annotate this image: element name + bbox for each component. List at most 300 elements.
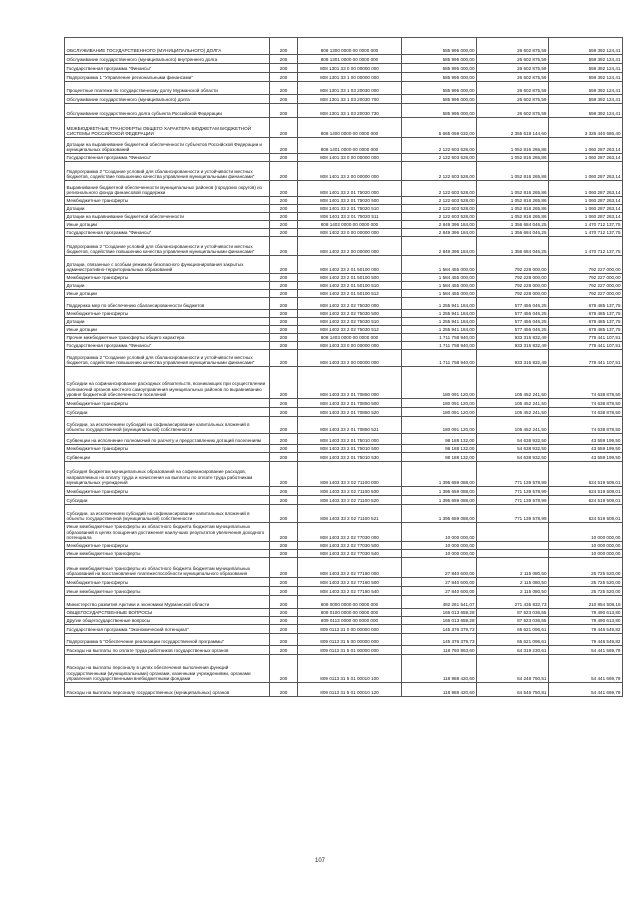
cell-name: ОБЩЕГОСУДАРСТВЕННЫЕ ВОПРОСЫ <box>65 609 270 617</box>
cell-kbk: 808 1403 0000 00 0000 000 <box>298 334 402 342</box>
cell-code: 200 <box>270 197 298 205</box>
cell-name: Иные межбюджетные трансферты из областного бюджета бюджетам муниципальных образований в целях поощрения достижения наилучших результатов увеличения доходного потенциала <box>65 523 270 542</box>
cell-v1: 1 584 455 000,00 <box>402 274 477 282</box>
cell-code: 200 <box>270 487 298 496</box>
cell-v2: 26 602 875,59 <box>477 55 549 64</box>
cell-v2: 54 638 932,50 <box>477 445 549 453</box>
cell-name: ОБСЛУЖИВАНИЕ ГОСУДАРСТВЕННОГО (МУНИЦИПАЛЬНОГО) ДОЛГА <box>65 38 270 55</box>
cell-v1: 145 376 379,73 <box>402 634 477 646</box>
table-row <box>65 55 623 64</box>
cell-v1: 2 122 603 528,00 <box>402 205 477 213</box>
cell-v3: 1 060 287 263,14 <box>549 205 623 213</box>
table-row <box>65 181 623 197</box>
cell-kbk: 808 1301 33 0 00 00000 000 <box>298 64 402 73</box>
table-row <box>65 655 623 683</box>
cell-kbk: 808 1402 33 2 02 75030 500 <box>298 310 402 318</box>
table-row <box>65 505 623 523</box>
cell-v1: 180 091 120,00 <box>402 367 477 399</box>
cell-code: 200 <box>270 298 298 310</box>
cell-code: 200 <box>270 596 298 609</box>
cell-code: 200 <box>270 38 298 55</box>
cell-v2: 105 452 241,50 <box>477 399 549 408</box>
cell-kbk: 808 1403 33 2 02 77180 000 <box>298 558 402 578</box>
cell-kbk: 808 1401 33 0 00 00000 000 <box>298 154 402 162</box>
cell-v3: 43 559 199,50 <box>549 445 623 453</box>
cell-v2: 1 356 684 046,25 <box>477 221 549 229</box>
cell-code: 200 <box>270 350 298 367</box>
cell-v3: 79 446 549,82 <box>549 625 623 634</box>
cell-v2: 1 052 816 265,86 <box>477 197 549 205</box>
cell-v1: 585 995 000,00 <box>402 104 477 118</box>
cell-name: Процентные платежи по государственному долгу Мурманской области <box>65 82 270 95</box>
cell-name: Иные дотации <box>65 290 270 298</box>
cell-v1: 10 000 000,00 <box>402 550 477 558</box>
table-row <box>65 282 623 290</box>
cell-code: 200 <box>270 399 298 408</box>
cell-v3: 792 227 000,00 <box>549 256 623 274</box>
cell-kbk: 808 1402 33 2 01 50100 510 <box>298 282 402 290</box>
cell-v2: 1 052 816 265,86 <box>477 205 549 213</box>
cell-v1: 1 395 659 088,00 <box>402 462 477 487</box>
cell-code: 200 <box>270 138 298 154</box>
cell-v3: 624 519 509,01 <box>549 487 623 496</box>
cell-kbk: 808 1403 33 2 02 71100 500 <box>298 487 402 496</box>
cell-v1: 585 995 000,00 <box>402 64 477 73</box>
cell-v3: 210 854 508,16 <box>549 596 623 609</box>
cell-v2 <box>477 550 549 558</box>
cell-v2: 792 228 000,00 <box>477 256 549 274</box>
cell-v3: 10 000 000,00 <box>549 523 623 542</box>
cell-v3: 25 725 520,00 <box>549 587 623 596</box>
cell-kbk: 808 1402 33 2 02 75030 510 <box>298 318 402 326</box>
cell-v3: 678 485 137,75 <box>549 298 623 310</box>
cell-kbk: 808 1301 33 1 00 00000 000 <box>298 73 402 82</box>
table-row <box>65 550 623 558</box>
cell-v2: 792 228 000,00 <box>477 290 549 298</box>
cell-kbk: 808 1401 33 2 01 75020 510 <box>298 205 402 213</box>
table-row <box>65 609 623 617</box>
cell-kbk: 808 1402 33 2 01 50100 500 <box>298 274 402 282</box>
cell-v1: 2 122 603 528,00 <box>402 213 477 221</box>
table-row <box>65 634 623 646</box>
table-row <box>65 237 623 256</box>
cell-v3: 778 441 107,51 <box>549 350 623 367</box>
cell-kbk: 808 1400 0000 00 0000 000 <box>298 118 402 138</box>
cell-v1: 118 988 420,60 <box>402 655 477 683</box>
cell-v1: 98 188 132,00 <box>402 453 477 462</box>
cell-v2: 2 355 618 144,60 <box>477 118 549 138</box>
cell-name: Субвенции <box>65 453 270 462</box>
cell-v3: 1 060 287 263,14 <box>549 181 623 197</box>
cell-v2: 64 319 230,61 <box>477 646 549 655</box>
cell-code: 200 <box>270 408 298 417</box>
cell-v2: 2 115 080,50 <box>477 587 549 596</box>
cell-kbk: 808 1401 0000 00 0000 000 <box>298 138 402 154</box>
cell-v1: 1 395 659 088,00 <box>402 487 477 496</box>
cell-v3: 678 485 137,75 <box>549 310 623 318</box>
table-row <box>65 342 623 350</box>
cell-name: Межбюджетные трансферты <box>65 310 270 318</box>
cell-v1: 1 584 455 000,00 <box>402 256 477 274</box>
cell-v3: 559 392 124,41 <box>549 38 623 55</box>
table-row <box>65 453 623 462</box>
cell-name: Государственная программа "Финансы" <box>65 154 270 162</box>
table-row <box>65 38 623 55</box>
cell-v2 <box>477 542 549 550</box>
cell-v2 <box>477 523 549 542</box>
cell-code: 200 <box>270 274 298 282</box>
cell-v3: 624 519 509,01 <box>549 505 623 523</box>
cell-code: 200 <box>270 683 298 697</box>
cell-v1: 166 013 659,28 <box>402 617 477 625</box>
table-row <box>65 399 623 408</box>
cell-kbk: 808 1403 33 2 01 70850 520 <box>298 408 402 417</box>
cell-name: Расходы на выплаты по оплате труда работников государственных органов <box>65 646 270 655</box>
table-row <box>65 256 623 274</box>
cell-v1: 2 849 396 184,00 <box>402 221 477 229</box>
cell-code: 200 <box>270 229 298 237</box>
cell-v2: 271 435 832,73 <box>477 596 549 609</box>
cell-kbk: 808 1301 0000 00 0000 000 <box>298 55 402 64</box>
cell-v3: 559 392 124,41 <box>549 104 623 118</box>
cell-v2: 1 052 816 265,86 <box>477 181 549 197</box>
cell-v2: 26 602 875,59 <box>477 38 549 55</box>
cell-code: 200 <box>270 434 298 445</box>
cell-code: 200 <box>270 617 298 625</box>
cell-code: 200 <box>270 558 298 578</box>
cell-code: 200 <box>270 237 298 256</box>
cell-name: Дотации на выравнивание бюджетной обеспеченности субъектов Российской Федерации и муниципальных образований <box>65 138 270 154</box>
cell-v2: 87 523 036,55 <box>477 617 549 625</box>
budget-report-sheet <box>64 37 622 697</box>
cell-name: Расходы на выплаты персоналу государственных (муниципальных) органов <box>65 683 270 697</box>
cell-v2: 54 638 932,50 <box>477 434 549 445</box>
cell-v1: 585 995 000,00 <box>402 38 477 55</box>
cell-kbk: 808 1403 33 2 01 70850 521 <box>298 417 402 434</box>
cell-name: Субсидия бюджетам муниципальных образований на софинансирование расходов, направляемых на оплату труда и начисления на выплаты по оплате труда работникам муниципальных учреждений <box>65 462 270 487</box>
cell-code: 200 <box>270 587 298 596</box>
cell-code: 200 <box>270 417 298 434</box>
table-row <box>65 523 623 542</box>
cell-v3: 74 638 878,50 <box>549 399 623 408</box>
cell-v1: 118 988 420,60 <box>402 683 477 697</box>
cell-code: 200 <box>270 213 298 221</box>
table-row <box>65 213 623 221</box>
cell-kbk: 808 1402 33 2 00 00000 000 <box>298 237 402 256</box>
cell-kbk: 808 1301 33 1 03 20030 730 <box>298 104 402 118</box>
cell-name: Подпрограмма 2 "Создание условий для сбалансированности и устойчивости местных бюджетов, содействие повышению качества управления муниципальными финансами" <box>65 162 270 181</box>
cell-v2: 1 052 816 265,86 <box>477 138 549 154</box>
cell-v2: 2 115 080,50 <box>477 578 549 587</box>
table-row <box>65 197 623 205</box>
table-row <box>65 326 623 334</box>
table-row <box>65 82 623 95</box>
table-row <box>65 487 623 496</box>
table-row <box>65 310 623 318</box>
cell-v2: 577 456 046,25 <box>477 298 549 310</box>
cell-kbk: 808 1402 33 0 00 00000 000 <box>298 229 402 237</box>
cell-code: 200 <box>270 221 298 229</box>
cell-name: Обслуживание государственного (муниципального) долга <box>65 95 270 104</box>
cell-v1: 1 255 941 184,00 <box>402 298 477 310</box>
cell-name: Субсидии, за исключением субсидий на софинансирование капитальных вложений в объекты государственной (муниципальной) собственности <box>65 505 270 523</box>
cell-kbk: 808 1403 33 2 02 77030 500 <box>298 542 402 550</box>
cell-v1: 98 188 132,00 <box>402 434 477 445</box>
cell-v2: 771 139 578,99 <box>477 487 549 496</box>
cell-code: 200 <box>270 367 298 399</box>
cell-v3: 1 470 712 137,75 <box>549 229 623 237</box>
cell-v2: 1 356 684 046,25 <box>477 237 549 256</box>
cell-v2: 105 452 241,50 <box>477 367 549 399</box>
cell-v3: 559 392 124,41 <box>549 73 623 82</box>
cell-kbk: 808 1403 33 2 01 70850 000 <box>298 367 402 399</box>
cell-kbk: 808 1301 33 1 03 20030 700 <box>298 95 402 104</box>
cell-v3: 25 725 520,00 <box>549 578 623 587</box>
cell-kbk: 808 1403 33 2 02 77030 540 <box>298 550 402 558</box>
cell-name: Межбюджетные трансферты <box>65 274 270 282</box>
table-row <box>65 73 623 82</box>
cell-code: 200 <box>270 505 298 523</box>
table-row <box>65 445 623 453</box>
cell-v1: 166 013 659,28 <box>402 609 477 617</box>
cell-v1: 27 840 600,00 <box>402 578 477 587</box>
table-row <box>65 104 623 118</box>
table-row <box>65 496 623 505</box>
cell-v1: 2 122 603 528,00 <box>402 162 477 181</box>
cell-name: Субсидии <box>65 408 270 417</box>
cell-v2: 1 052 816 265,86 <box>477 213 549 221</box>
cell-name: Иные межбюджетные трансферты из областного бюджета бюджетам муниципальных образований на восстановление платежеспособности муниципального образования <box>65 558 270 578</box>
cell-kbk: 808 1402 0000 00 0000 000 <box>298 221 402 229</box>
cell-code: 200 <box>270 82 298 95</box>
cell-v2: 64 546 750,81 <box>477 683 549 697</box>
cell-name: Межбюджетные трансферты <box>65 542 270 550</box>
cell-name: Дотации <box>65 282 270 290</box>
cell-kbk: 809 0113 0000 00 0000 000 <box>298 617 402 625</box>
cell-name: Иные дотации <box>65 326 270 334</box>
table-row <box>65 587 623 596</box>
budget-table-body <box>65 38 623 697</box>
cell-v2: 792 228 000,00 <box>477 274 549 282</box>
cell-kbk: 808 1401 33 2 01 75020 000 <box>298 181 402 197</box>
cell-name: Государственная программа "Финансы" <box>65 64 270 73</box>
table-row <box>65 417 623 434</box>
cell-v1: 2 122 603 528,00 <box>402 138 477 154</box>
cell-name: Подпрограмма 2 "Создание условий для сбалансированности и устойчивости местных бюджетов, содействие повышению качества управления муниципальными финансами" <box>65 237 270 256</box>
table-row <box>65 118 623 138</box>
cell-code: 200 <box>270 154 298 162</box>
table-row <box>65 290 623 298</box>
cell-v3: 559 392 124,41 <box>549 95 623 104</box>
cell-v3: 74 638 878,50 <box>549 408 623 417</box>
cell-name: Подпрограмма 5 "Обеспечение реализации государственной программы" <box>65 634 270 646</box>
cell-name: Государственная программа "Финансы" <box>65 342 270 350</box>
cell-v2: 1 356 684 046,25 <box>477 229 549 237</box>
cell-v3: 43 559 199,50 <box>549 434 623 445</box>
cell-v2: 577 456 046,25 <box>477 318 549 326</box>
cell-v3: 78 490 613,80 <box>549 617 623 625</box>
table-row <box>65 162 623 181</box>
cell-v2: 26 602 875,59 <box>477 95 549 104</box>
table-row <box>65 617 623 625</box>
cell-v3: 778 441 107,51 <box>549 334 623 342</box>
cell-v1: 145 376 379,73 <box>402 625 477 634</box>
table-row <box>65 625 623 634</box>
cell-kbk: 809 0100 0000 00 0000 000 <box>298 609 402 617</box>
cell-v1: 2 122 603 528,00 <box>402 181 477 197</box>
cell-name: Межбюджетные трансферты <box>65 445 270 453</box>
cell-v2: 1 052 816 265,86 <box>477 154 549 162</box>
cell-kbk: 808 1403 33 2 02 77030 000 <box>298 523 402 542</box>
cell-v1: 10 000 000,00 <box>402 542 477 550</box>
cell-v2: 771 139 578,99 <box>477 462 549 487</box>
cell-kbk: 808 1403 33 2 02 77180 540 <box>298 587 402 596</box>
table-row <box>65 558 623 578</box>
cell-v1: 1 255 941 184,00 <box>402 310 477 318</box>
cell-v3: 624 519 509,01 <box>549 462 623 487</box>
cell-code: 200 <box>270 118 298 138</box>
cell-kbk: 808 1403 33 2 02 71100 520 <box>298 496 402 505</box>
cell-kbk: 808 1402 33 2 02 75030 000 <box>298 298 402 310</box>
table-row <box>65 408 623 417</box>
cell-kbk: 808 1401 33 2 01 75020 500 <box>298 197 402 205</box>
cell-v2: 577 456 046,25 <box>477 326 549 334</box>
cell-v1: 1 395 659 088,00 <box>402 505 477 523</box>
cell-name: Дотации на выравнивание бюджетной обеспеченности <box>65 213 270 221</box>
cell-code: 200 <box>270 64 298 73</box>
cell-v1: 27 840 600,00 <box>402 587 477 596</box>
cell-kbk: 808 1402 33 2 01 50100 000 <box>298 256 402 274</box>
cell-v3: 3 326 440 586,40 <box>549 118 623 138</box>
cell-v3: 10 000 000,00 <box>549 550 623 558</box>
table-row <box>65 274 623 282</box>
table-row <box>65 221 623 229</box>
cell-name: Обслуживание государственного долга субъекта Российской Федерации <box>65 104 270 118</box>
cell-v2: 933 315 832,49 <box>477 350 549 367</box>
cell-v3: 792 227 000,00 <box>549 274 623 282</box>
cell-v3: 1 470 712 137,75 <box>549 237 623 256</box>
cell-code: 200 <box>270 550 298 558</box>
cell-code: 200 <box>270 646 298 655</box>
cell-code: 200 <box>270 73 298 82</box>
cell-kbk: 809 0000 0000 00 0000 000 <box>298 596 402 609</box>
cell-code: 200 <box>270 445 298 453</box>
cell-code: 200 <box>270 453 298 462</box>
cell-name: Иные межбюджетные трансферты <box>65 587 270 596</box>
cell-v2: 105 452 241,50 <box>477 417 549 434</box>
cell-kbk: 808 1403 33 2 02 71100 521 <box>298 505 402 523</box>
cell-v1: 98 188 132,00 <box>402 445 477 453</box>
cell-v3: 778 441 107,51 <box>549 342 623 350</box>
cell-v1: 2 122 603 528,00 <box>402 197 477 205</box>
cell-v3: 1 060 287 263,14 <box>549 162 623 181</box>
cell-name: Расходы на выплаты персоналу в целях обеспечения выполнения функций государственными (муниципальными) органами, казенными учреждениями, органами управления государственными внебюджетными фондами <box>65 655 270 683</box>
cell-code: 200 <box>270 310 298 318</box>
table-row <box>65 434 623 445</box>
cell-kbk: 809 0113 31 5 01 00010 100 <box>298 655 402 683</box>
cell-v2: 26 602 875,59 <box>477 82 549 95</box>
cell-v2: 65 621 096,61 <box>477 634 549 646</box>
cell-v2: 771 139 578,99 <box>477 505 549 523</box>
table-row <box>65 462 623 487</box>
cell-code: 200 <box>270 282 298 290</box>
cell-code: 200 <box>270 655 298 683</box>
cell-v3: 1 060 287 263,14 <box>549 138 623 154</box>
cell-kbk: 808 1403 33 2 02 71100 000 <box>298 462 402 487</box>
cell-v3: 54 441 669,79 <box>549 683 623 697</box>
cell-name: Дотации, связанные с особым режимом безопасного функционирования закрытых административно-территориальных образований <box>65 256 270 274</box>
table-row <box>65 367 623 399</box>
cell-v2: 54 638 932,50 <box>477 453 549 462</box>
cell-v1: 1 711 758 940,00 <box>402 350 477 367</box>
cell-v1: 180 091 120,00 <box>402 417 477 434</box>
cell-name: Поддержка мер по обеспечению сбалансированности бюджетов <box>65 298 270 310</box>
cell-v2: 26 602 875,59 <box>477 73 549 82</box>
cell-v2: 792 228 000,00 <box>477 282 549 290</box>
table-row <box>65 298 623 310</box>
cell-name: Государственная программа "Финансы" <box>65 229 270 237</box>
cell-v2: 2 115 080,50 <box>477 558 549 578</box>
cell-kbk: 808 1300 0000 00 0000 000 <box>298 38 402 55</box>
cell-name: Межбюджетные трансферты <box>65 197 270 205</box>
cell-name: Субсидии на софинансирование расходных обязательств, возникающих при осуществлении полномочий органов местного самоуправления муниципальных районов по выравниванию уровня бюджетной обеспеченности поселений <box>65 367 270 399</box>
cell-v3: 792 227 000,00 <box>549 282 623 290</box>
cell-code: 200 <box>270 55 298 64</box>
cell-code: 200 <box>270 290 298 298</box>
cell-v3: 54 441 569,79 <box>549 646 623 655</box>
cell-v3: 792 227 000,00 <box>549 290 623 298</box>
cell-name: Другие общегосударственные вопросы <box>65 617 270 625</box>
cell-name: Государственная программа "Экономический потенциал" <box>65 625 270 634</box>
cell-v2: 26 602 875,59 <box>477 64 549 73</box>
table-row <box>65 350 623 367</box>
cell-code: 200 <box>270 342 298 350</box>
cell-v1: 585 995 000,00 <box>402 55 477 64</box>
cell-code: 200 <box>270 162 298 181</box>
cell-name: Дотации <box>65 205 270 213</box>
cell-v2: 933 315 832,49 <box>477 342 549 350</box>
cell-kbk: 808 1402 33 2 01 50100 512 <box>298 290 402 298</box>
cell-code: 200 <box>270 523 298 542</box>
cell-v1: 180 091 120,00 <box>402 408 477 417</box>
cell-kbk: 808 1403 33 2 01 75010 500 <box>298 445 402 453</box>
cell-code: 200 <box>270 625 298 634</box>
table-row <box>65 683 623 697</box>
cell-code: 200 <box>270 95 298 104</box>
cell-code: 200 <box>270 578 298 587</box>
cell-kbk: 808 1403 33 2 01 75010 000 <box>298 434 402 445</box>
cell-name: Иные дотации <box>65 221 270 229</box>
table-row <box>65 154 623 162</box>
cell-v1: 5 665 059 032,00 <box>402 118 477 138</box>
cell-v2: 1 052 816 265,86 <box>477 162 549 181</box>
cell-v3: 78 490 613,80 <box>549 609 623 617</box>
cell-name: Субвенции на исполнение полномочий по расчету и предоставлению дотаций поселениям <box>65 434 270 445</box>
cell-code: 200 <box>270 496 298 505</box>
cell-v3: 559 392 124,41 <box>549 64 623 73</box>
cell-code: 200 <box>270 205 298 213</box>
cell-v1: 585 995 000,00 <box>402 73 477 82</box>
cell-v1: 1 584 455 000,00 <box>402 290 477 298</box>
table-row <box>65 578 623 587</box>
cell-name: Подпрограмма 1 "Управление региональными финансами" <box>65 73 270 82</box>
cell-name: Межбюджетные трансферты <box>65 487 270 496</box>
cell-kbk: 808 1403 33 0 00 00000 000 <box>298 342 402 350</box>
cell-v1: 180 091 120,00 <box>402 399 477 408</box>
cell-v1: 1 711 758 940,00 <box>402 334 477 342</box>
cell-name: Прочие межбюджетные трансферты общего характера <box>65 334 270 342</box>
cell-kbk: 808 1403 33 2 01 70850 500 <box>298 399 402 408</box>
